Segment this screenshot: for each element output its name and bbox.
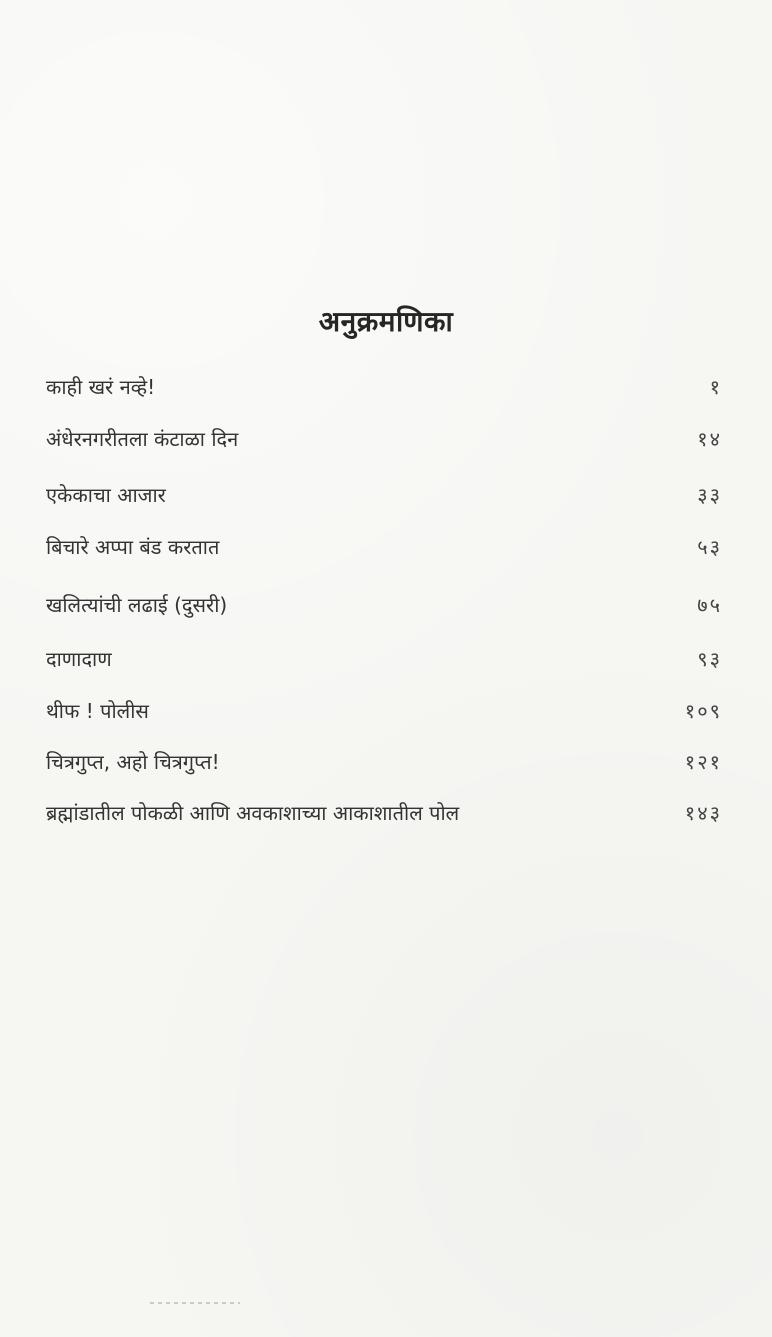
toc-row bbox=[46, 747, 722, 777]
toc-row bbox=[46, 424, 722, 454]
toc-row bbox=[46, 590, 722, 620]
toc-entry-page: ९३ bbox=[697, 647, 722, 671]
toc-entry-title: दाणादाण bbox=[46, 647, 112, 671]
faint-print-mark bbox=[150, 1302, 240, 1304]
toc-entry-title: थीफ ! पोलीस bbox=[46, 699, 149, 723]
toc-entry-title: अंधेरनगरीतला कंटाळा दिन bbox=[46, 427, 239, 451]
toc-entry-page: १४३ bbox=[684, 801, 722, 825]
toc-entry-title: ब्रह्मांडातील पोकळी आणि अवकाशाच्या आकाशातील पोल bbox=[46, 801, 460, 825]
toc-row bbox=[46, 372, 722, 402]
toc-row bbox=[46, 480, 722, 510]
toc-row bbox=[46, 644, 722, 674]
toc-entry-title: काही खरं नव्हे! bbox=[46, 375, 156, 399]
toc-row bbox=[46, 798, 722, 828]
toc-entry-page: ७५ bbox=[697, 593, 722, 617]
toc-entry-page: १ bbox=[709, 375, 722, 399]
toc-entry-page: १२१ bbox=[684, 750, 722, 774]
toc-row bbox=[46, 696, 722, 726]
page-title: अनुक्रमणिका bbox=[318, 305, 454, 338]
toc-entry-title: चित्रगुप्त, अहो चित्रगुप्त! bbox=[46, 750, 220, 774]
toc-entry-page: १०९ bbox=[684, 699, 722, 723]
toc-entry-title: बिचारे अप्पा बंड करतात bbox=[46, 535, 220, 559]
toc-row bbox=[46, 532, 722, 562]
toc-entry-page: ३३ bbox=[697, 483, 722, 507]
toc-entry-title: खलित्यांची लढाई (दुसरी) bbox=[46, 593, 228, 617]
toc-entry-page: ५३ bbox=[697, 535, 722, 559]
toc-entry-title: एकेकाचा आजार bbox=[46, 483, 166, 507]
toc-entry-page: १४ bbox=[697, 427, 722, 451]
